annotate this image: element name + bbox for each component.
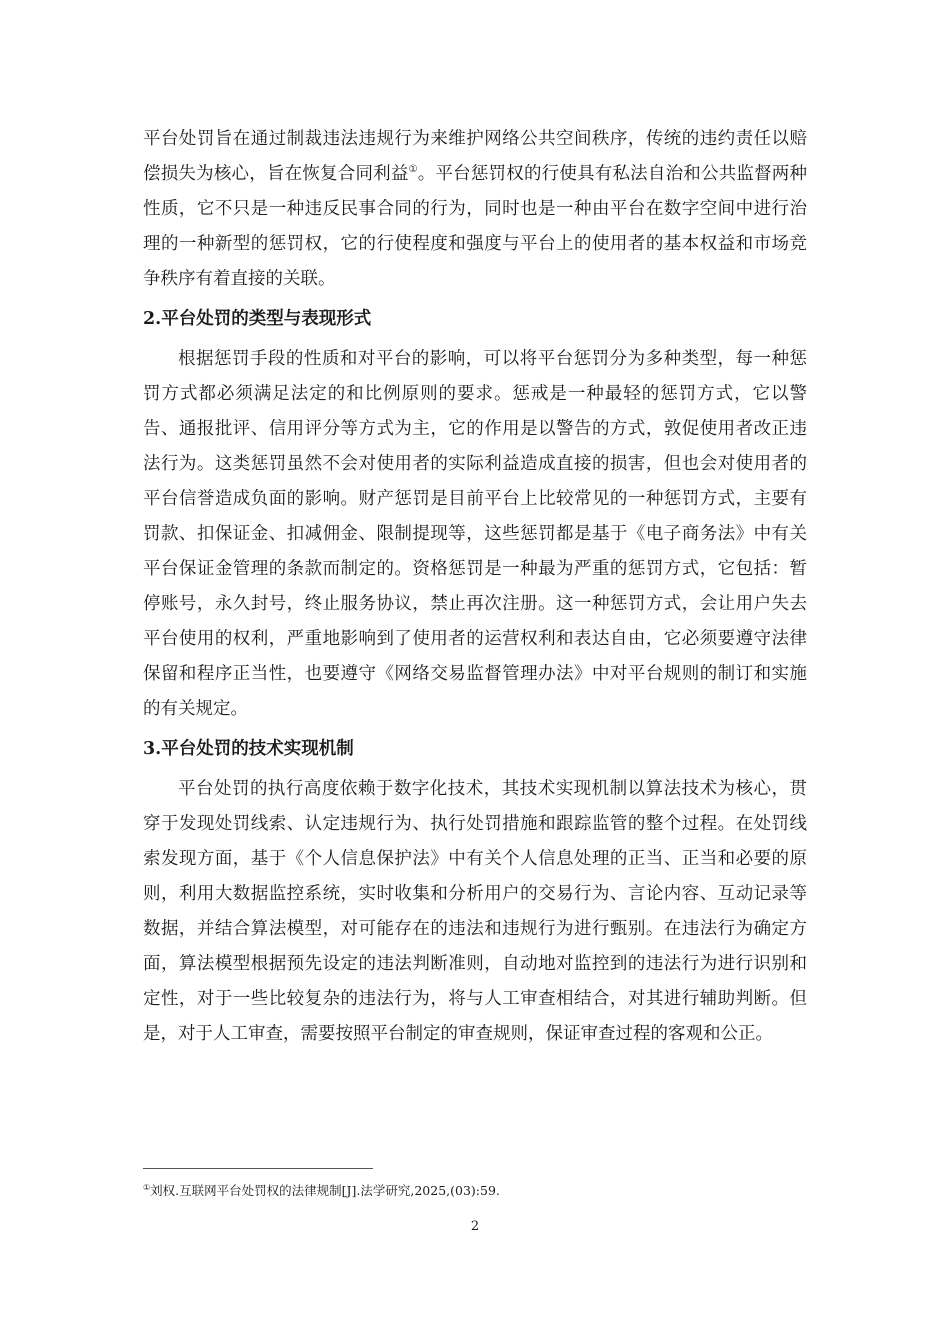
paragraph-1-text-a: 平台处罚旨在通过制裁违法违规行为来维护网络公共空间秩序，传统的违约责任以赔偿损失为核心，旨在恢复合同利益 [143, 129, 807, 184]
footnote-reference[interactable]: ① [408, 164, 418, 176]
paragraph-1 [143, 122, 807, 297]
page-number: 2 [470, 1219, 480, 1234]
paragraph-3: 平台处罚的执行高度依赖于数字化技术，其技术实现机制以算法技术为核心，贯穿于发现处罚线索、认定违规行为、执行处罚措施和跟踪监管的整个过程。在处罚线索发现方面，基于《个人信息保护法》中有关个人信息处理的正当、正当和必要的原则，利用大数据监控系统，实时收集和分析用户的交易行为、言论内容、互动记录等数据，并结合算法模型，对可能存在的违法和违规行为进行甄别。在违法行为确定方面，算法模型根据预先设定的违法判断准则，自动地对监控到的违法行为进行识别和定性，对于一些比较复杂的违法行为，将与人工审查相结合，对其进行辅助判断。但是，对于人工审查，需要按照平台制定的审查规则，保证审查过程的客观和公正。 [143, 779, 807, 1044]
paragraph-2: 根据惩罚手段的性质和对平台的影响，可以将平台惩罚分为多种类型，每一种惩罚方式都必须满足法定的和比例原则的要求。惩戒是一种最轻的惩罚方式，它以警告、通报批评、信用评分等方式为主，它的作用是以警告的方式，敦促使用者改正违法行为。这类惩罚虽然不会对使用者的实际利益造成直接的损害，但也会对使用者的平台信誉造成负面的影响。财产惩罚是目前平台上比较常见的一种惩罚方式，主要有罚款、扣保证金、扣减佣金、限制提现等，这些惩罚都是基于《电子商务法》中有关平台保证金管理的条款而制定的。资格惩罚是一种最为严重的惩罚方式，它包括：暂停账号，永久封号，终止服务协议，禁止再次注册。这一种惩罚方式，会让用户失去平台使用的权利，严重地影响到了使用者的运营权利和表达自由，它必须要遵守法律保留和程序正当性，也要遵守《网络交易监督管理办法》中对平台规则的制订和实施的有关规定。 [143, 349, 807, 719]
footnote [143, 1182, 807, 1200]
footnote-mark: ① [143, 1182, 151, 1192]
footnote-separator [143, 1168, 373, 1169]
body-text [143, 122, 807, 1052]
section-heading-3: 3.平台处罚的技术实现机制 [143, 739, 354, 759]
section-heading-2: 2.平台处罚的类型与表现形式 [143, 309, 372, 329]
paragraph-1-text-b: 。平台惩罚权的行使具有私法自治和公共监督两种性质，它不只是一种违反民事合同的行为，同时也是一种由平台在数字空间中进行治理的一种新型的惩罚权，它的行使程度和强度与平台上的使用者的基本权益和市场竞争秩序有着直接的关联。 [143, 164, 808, 289]
footnote-text: 刘权.互联网平台处罚权的法律规制[J].法学研究,2025,(03):59. [150, 1183, 500, 1198]
